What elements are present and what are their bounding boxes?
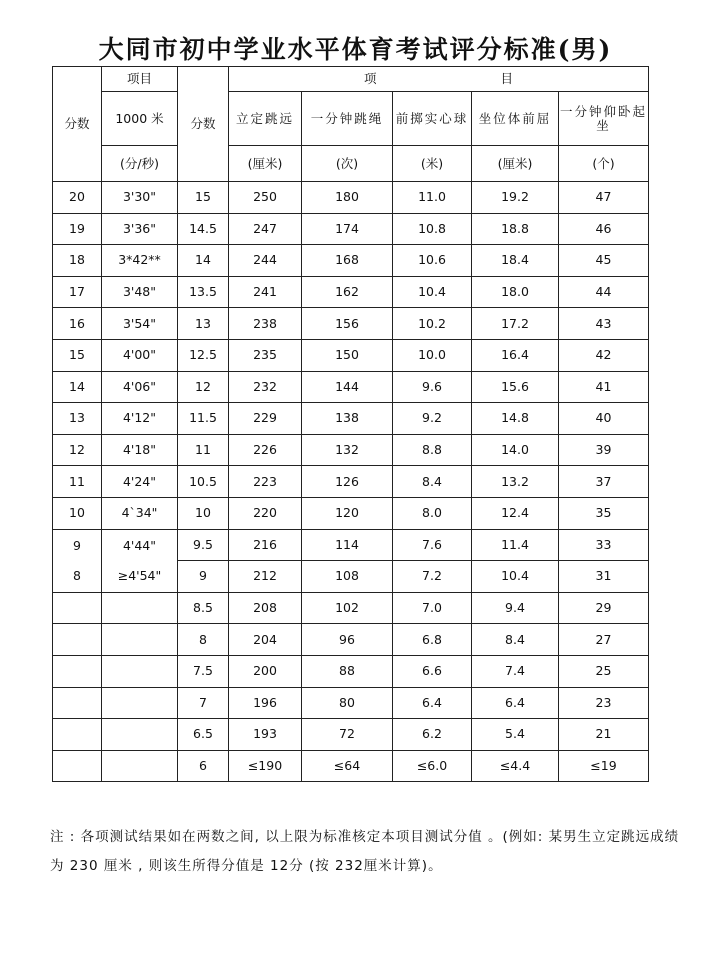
rope-cell: 80 [302,687,393,719]
table-row [53,624,649,656]
run-time-cell [102,750,178,782]
jump-cell: 216 [229,529,302,561]
rope-cell: 96 [302,624,393,656]
table-row [53,308,649,340]
run-score-value: 9 [73,537,81,553]
run-score-value: 8 [73,567,81,583]
rope-cell: 144 [302,371,393,403]
reach-cell: 17.2 [472,308,559,340]
ball-cell: 11.0 [393,182,472,214]
jump-unit: (厘米) [229,146,302,182]
reach-cell: 6.4 [472,687,559,719]
run-score-cell: 12 [53,434,102,466]
run-event-header: 1000 米 [102,92,178,146]
run-score-cell: 15 [53,339,102,371]
run-score-cell: 13 [53,403,102,435]
run-time-cell: 3'54" [102,308,178,340]
score-cell: 13.5 [178,276,229,308]
run-score-cell [53,624,102,656]
run-score-header: 分数 [53,67,102,182]
reach-cell: 8.4 [472,624,559,656]
run-time-cell [102,655,178,687]
event-jump-header: 立定跳远 [229,92,302,146]
table-row [53,529,649,561]
ball-cell: 8.8 [393,434,472,466]
run-time-value: 4'44" [122,537,157,553]
run-time-cell: 4'06" [102,371,178,403]
situp-cell: 43 [559,308,649,340]
score-cell: 7.5 [178,655,229,687]
ball-cell: 9.2 [393,403,472,435]
reach-cell: ≤4.4 [472,750,559,782]
header-row-1 [53,67,649,92]
run-time-cell: 4'12" [102,403,178,435]
rope-cell: 108 [302,561,393,593]
run-time-cell [102,687,178,719]
score-cell: 10 [178,497,229,529]
situp-cell: 41 [559,371,649,403]
event-ball-header: 前掷实心球 [393,92,472,146]
ball-cell: 6.2 [393,719,472,751]
footnote: 注 : 各项测试结果如在两数之间, 以上限为标准核定本项目测试分值 。(例如: 某男生立定跳远成绩为 230 厘米 , 则该生所得分值是 12分 (按 232厘米计算)。 [50,829,680,874]
rope-cell: 168 [302,245,393,277]
jump-cell: 241 [229,276,302,308]
situp-cell: 21 [559,719,649,751]
jump-cell: 208 [229,592,302,624]
jump-cell: 212 [229,561,302,593]
table-row [53,213,649,245]
score-cell: 12.5 [178,339,229,371]
table-row [53,371,649,403]
ball-cell: 9.6 [393,371,472,403]
run-time-cell [102,624,178,656]
situp-cell: 45 [559,245,649,277]
score-header: 分数 [178,67,229,182]
run-score-cell [53,655,102,687]
score-cell: 12 [178,371,229,403]
situp-cell: 29 [559,592,649,624]
rope-cell: 88 [302,655,393,687]
ball-cell: 6.6 [393,655,472,687]
table-row [53,655,649,687]
rope-cell: 114 [302,529,393,561]
reach-cell: 11.4 [472,529,559,561]
jump-cell: 220 [229,497,302,529]
events-group-right: 目 [500,71,513,86]
run-score-cell [53,719,102,751]
reach-cell: 18.0 [472,276,559,308]
rope-cell: 174 [302,213,393,245]
rope-cell: 180 [302,182,393,214]
events-group-header [229,67,649,92]
jump-cell: 244 [229,245,302,277]
situp-cell: 47 [559,182,649,214]
run-time-cell: 4'18" [102,434,178,466]
situp-cell: ≤19 [559,750,649,782]
event-reach-header: 坐位体前屈 [472,92,559,146]
event-situp-header: 一分钟仰卧起坐 [559,92,649,146]
run-time-cell [102,529,178,592]
reach-cell: 12.4 [472,497,559,529]
run-score-cell [53,750,102,782]
rope-cell: 150 [302,339,393,371]
run-time-cell: 4'24" [102,466,178,498]
score-cell: 10.5 [178,466,229,498]
events-group-left: 项 [363,71,377,86]
score-cell: 15 [178,182,229,214]
run-score-cell: 20 [53,182,102,214]
ball-cell: 10.8 [393,213,472,245]
jump-cell: 229 [229,403,302,435]
run-score-cell: 10 [53,497,102,529]
reach-cell: 9.4 [472,592,559,624]
run-time-value: ≥4'54" [117,567,162,583]
score-cell: 8 [178,624,229,656]
ball-cell: 7.6 [393,529,472,561]
rope-cell: 156 [302,308,393,340]
run-score-cell: 11 [53,466,102,498]
event-rope-header: 一分钟跳绳 [302,92,393,146]
table-row [53,497,649,529]
reach-cell: 13.2 [472,466,559,498]
situp-cell: 23 [559,687,649,719]
jump-cell: 247 [229,213,302,245]
table-row [53,750,649,782]
score-cell: 8.5 [178,592,229,624]
situp-cell: 31 [559,561,649,593]
situp-cell: 33 [559,529,649,561]
reach-unit: (厘米) [472,146,559,182]
situp-cell: 37 [559,466,649,498]
run-time-cell: 3*42** [102,245,178,277]
jump-cell: 193 [229,719,302,751]
run-score-cell: 14 [53,371,102,403]
score-table [52,66,649,782]
situp-cell: 39 [559,434,649,466]
ball-cell: 6.4 [393,687,472,719]
table-row [53,403,649,435]
rope-cell: 138 [302,403,393,435]
score-cell: 14 [178,245,229,277]
rope-cell: 120 [302,497,393,529]
score-cell: 7 [178,687,229,719]
rope-unit: (次) [302,146,393,182]
run-score-cell: 17 [53,276,102,308]
table-row [53,276,649,308]
reach-cell: 19.2 [472,182,559,214]
reach-cell: 18.8 [472,213,559,245]
situp-cell: 35 [559,497,649,529]
run-score-cell: 16 [53,308,102,340]
reach-cell: 14.8 [472,403,559,435]
run-score-cell [53,687,102,719]
score-cell: 6 [178,750,229,782]
run-score-cell [53,529,102,592]
table-row [53,182,649,214]
run-time-cell: 4'00" [102,339,178,371]
run-unit: (分/秒) [102,146,178,182]
run-score-cell: 18 [53,245,102,277]
situp-cell: 25 [559,655,649,687]
table-row [53,339,649,371]
jump-cell: 238 [229,308,302,340]
run-time-cell [102,592,178,624]
run-score-cell [53,592,102,624]
header-row-3 [53,146,649,182]
situp-cell: 44 [559,276,649,308]
rope-cell: 72 [302,719,393,751]
reach-cell: 16.4 [472,339,559,371]
table-row [53,719,649,751]
jump-cell: 204 [229,624,302,656]
jump-cell: 250 [229,182,302,214]
run-time-cell: 3'48" [102,276,178,308]
score-cell: 11 [178,434,229,466]
ball-cell: 7.2 [393,561,472,593]
ball-cell: 10.4 [393,276,472,308]
table-row [53,592,649,624]
situp-cell: 46 [559,213,649,245]
ball-cell: 10.2 [393,308,472,340]
header-row-2 [53,92,649,146]
jump-cell: 223 [229,466,302,498]
ball-cell: 8.0 [393,497,472,529]
situp-cell: 27 [559,624,649,656]
reach-cell: 15.6 [472,371,559,403]
table-row [53,245,649,277]
score-cell: 13 [178,308,229,340]
situp-unit: (个) [559,146,649,182]
jump-cell: 196 [229,687,302,719]
jump-cell: 200 [229,655,302,687]
rope-cell: 102 [302,592,393,624]
rope-cell: 132 [302,434,393,466]
run-score-cell: 19 [53,213,102,245]
ball-cell: 8.4 [393,466,472,498]
reach-cell: 14.0 [472,434,559,466]
run-time-cell: 4`34" [102,497,178,529]
ball-unit: (米) [393,146,472,182]
reach-cell: 10.4 [472,561,559,593]
score-cell: 9 [178,561,229,593]
rope-cell: 162 [302,276,393,308]
reach-cell: 5.4 [472,719,559,751]
jump-cell: 226 [229,434,302,466]
score-cell: 11.5 [178,403,229,435]
rope-cell: ≤64 [302,750,393,782]
run-time-cell [102,719,178,751]
jump-cell: 235 [229,339,302,371]
jump-cell: ≤190 [229,750,302,782]
jump-cell: 232 [229,371,302,403]
table-row [53,466,649,498]
project-header: 项目 [102,67,178,92]
run-time-cell: 3'36" [102,213,178,245]
ball-cell: ≤6.0 [393,750,472,782]
situp-cell: 40 [559,403,649,435]
ball-cell: 7.0 [393,592,472,624]
page-title: 大同市初中学业水平体育考试评分标准(男) [98,35,613,64]
rope-cell: 126 [302,466,393,498]
reach-cell: 7.4 [472,655,559,687]
situp-cell: 42 [559,339,649,371]
ball-cell: 10.0 [393,339,472,371]
score-cell: 14.5 [178,213,229,245]
table-row [53,687,649,719]
reach-cell: 18.4 [472,245,559,277]
table-row [53,434,649,466]
score-cell: 6.5 [178,719,229,751]
ball-cell: 10.6 [393,245,472,277]
ball-cell: 6.8 [393,624,472,656]
run-time-cell: 3'30" [102,182,178,214]
score-cell: 9.5 [178,529,229,561]
